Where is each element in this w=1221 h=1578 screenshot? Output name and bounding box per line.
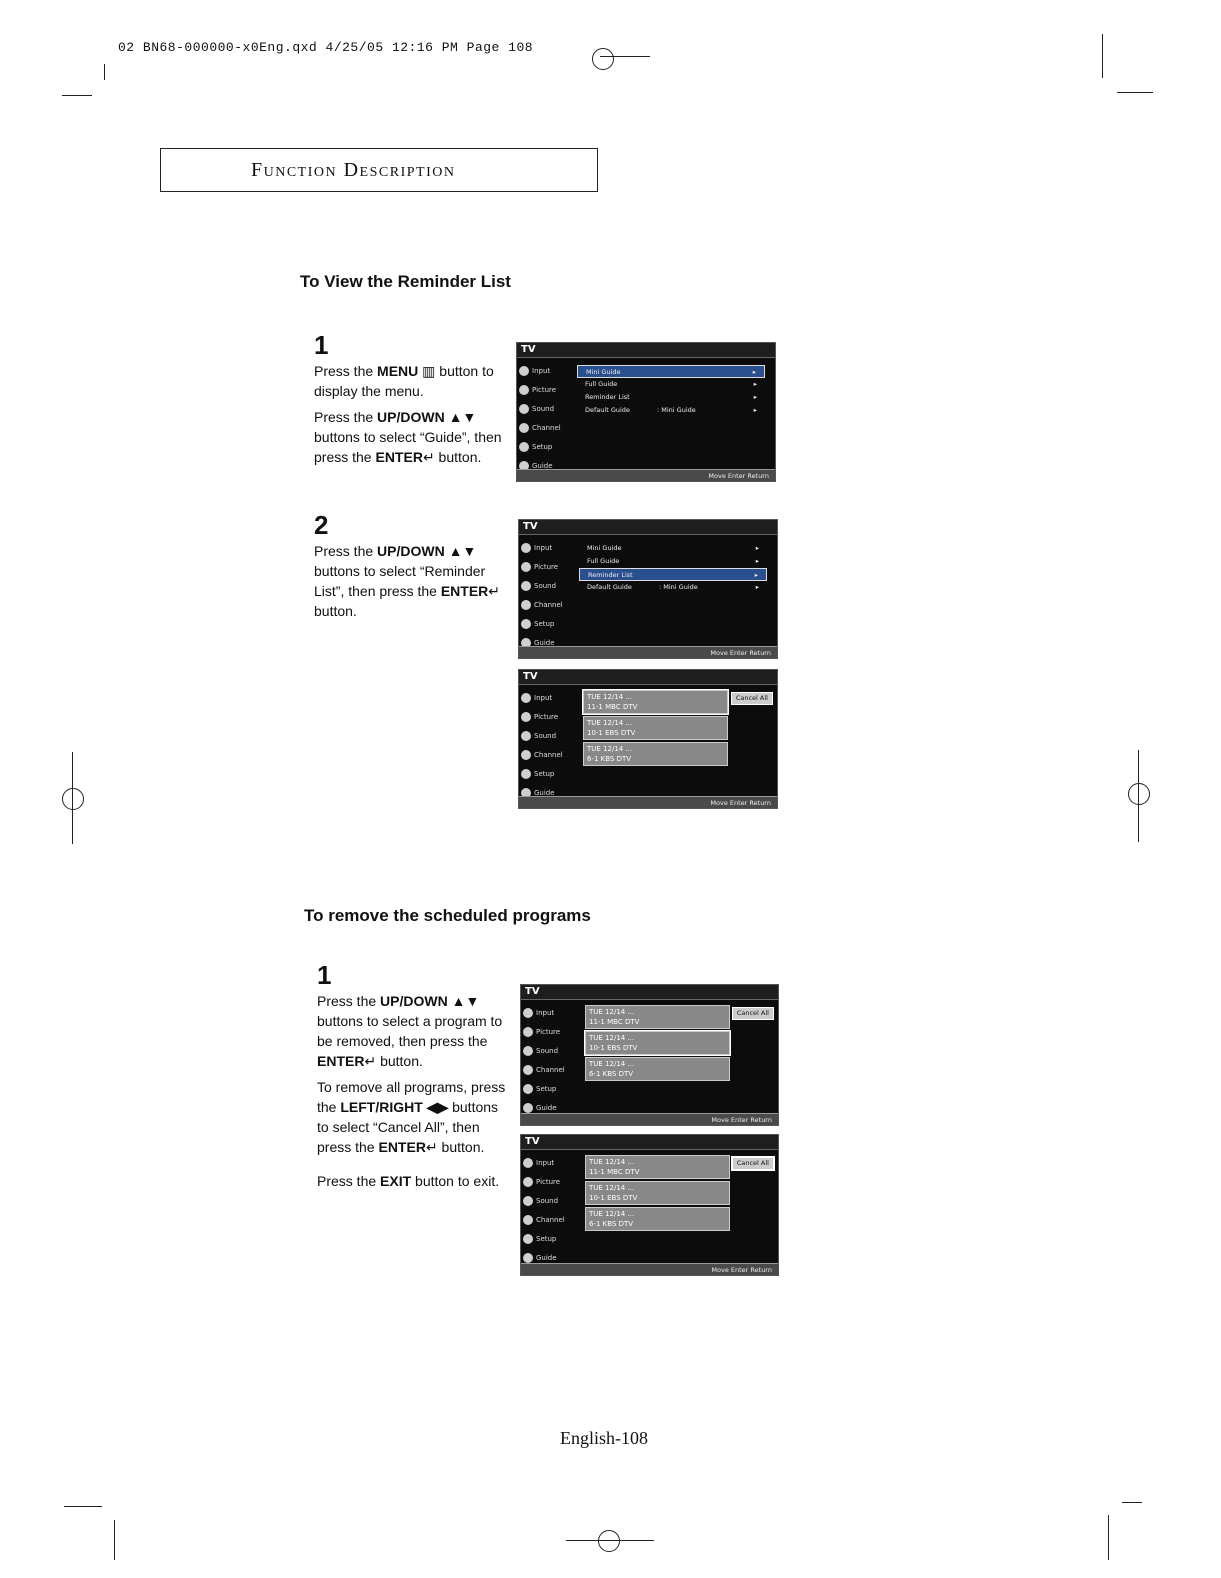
screen-top-bar <box>521 1135 778 1150</box>
sound-icon <box>519 404 529 414</box>
guide-menu <box>577 365 765 417</box>
sidebar-channel: Channel <box>519 418 573 437</box>
reminder-item: TUE 12/14 ... 10-1 EBS DTV <box>585 1031 730 1055</box>
sidebar-setup: Setup <box>521 764 575 783</box>
tv-screen-guide-menu-reminder <box>518 519 778 659</box>
sidebar-setup: Setup <box>523 1079 577 1098</box>
channel-icon <box>523 1215 533 1225</box>
arrow-right-icon: ▸ <box>754 571 758 579</box>
sidebar-input: Input <box>523 1153 577 1172</box>
tv-label: TV <box>523 521 538 532</box>
setup-icon <box>519 442 529 452</box>
registration-mark <box>62 788 84 810</box>
guide-menu <box>579 542 767 594</box>
screen-bottom-bar: Move Enter Return <box>517 469 775 481</box>
setup-icon <box>521 769 531 779</box>
arrow-right-icon: ▸ <box>755 583 759 591</box>
cancel-all-button: Cancel All <box>732 1157 774 1170</box>
screen-sidebar <box>519 361 573 475</box>
enter-icon: ↵ <box>422 449 435 465</box>
cancel-all-button: Cancel All <box>731 692 773 705</box>
tv-screen-cancel-all <box>520 1134 779 1276</box>
input-icon <box>521 693 531 703</box>
sidebar-picture: Picture <box>523 1022 577 1041</box>
step-text: To remove all programs, press the LEFT/RIGHT ◀▶ buttons to select “Cancel All”, then press the ENTER↵ button. <box>317 1079 506 1155</box>
menu-item-mini-guide: Mini Guide ▸ <box>577 365 765 378</box>
sidebar-input: Input <box>523 1003 577 1022</box>
registration-mark <box>1128 783 1150 805</box>
sidebar-guide: Guide <box>523 1098 577 1117</box>
screen-top-bar <box>519 520 777 535</box>
sidebar-input: Input <box>521 538 575 557</box>
sidebar-picture: Picture <box>519 380 573 399</box>
tv-screen-reminder-list <box>518 669 778 809</box>
arrow-right-icon: ▸ <box>755 544 759 552</box>
crop-mark <box>104 64 105 80</box>
section-header-box <box>160 148 598 192</box>
menu-item-full-guide: Full Guide ▸ <box>577 378 765 391</box>
menu-item-reminder-list: Reminder List ▸ <box>579 568 767 581</box>
input-icon <box>523 1158 533 1168</box>
sidebar-picture: Picture <box>521 557 575 576</box>
tv-label: TV <box>521 344 536 355</box>
section-header-title: Function Description <box>251 159 456 181</box>
menu-item-reminder-list: Reminder List ▸ <box>577 391 765 404</box>
setup-icon <box>523 1084 533 1094</box>
reminder-item: TUE 12/14 ... 6-1 KBS DTV <box>585 1207 730 1231</box>
channel-icon <box>523 1065 533 1075</box>
screen-bottom-bar: Move Enter Return <box>519 796 777 808</box>
tv-label: TV <box>525 986 540 997</box>
reminder-item: TUE 12/14 ... 10-1 EBS DTV <box>585 1181 730 1205</box>
step-text: Press the MENU ▥ button to display the menu. <box>314 363 494 399</box>
channel-icon <box>521 600 531 610</box>
step-text: Press the UP/DOWN ▲▼ buttons to select “Reminder List”, then press the ENTER↵ button. <box>314 543 501 619</box>
cancel-all-button: Cancel All <box>732 1007 774 1020</box>
sidebar-picture: Picture <box>521 707 575 726</box>
arrow-right-icon: ▸ <box>753 393 757 401</box>
arrow-right-icon: ▸ <box>752 368 756 376</box>
sound-icon <box>523 1196 533 1206</box>
screen-sidebar <box>523 1003 577 1117</box>
menu-item-mini-guide: Mini Guide ▸ <box>579 542 767 555</box>
step-1-remove <box>317 960 512 1191</box>
sidebar-guide: Guide <box>521 633 575 652</box>
picture-icon <box>523 1177 533 1187</box>
screen-bottom-bar: Move Enter Return <box>521 1113 778 1125</box>
menu-icon: ▥ <box>418 363 436 379</box>
crop-mark <box>1122 1502 1142 1503</box>
tv-screen-guide-menu <box>516 342 776 482</box>
setup-icon <box>521 619 531 629</box>
reminder-item: TUE 12/14 ... 6-1 KBS DTV <box>585 1057 730 1081</box>
crop-mark <box>1117 92 1153 93</box>
sidebar-guide: Guide <box>521 783 575 802</box>
registration-mark <box>598 1530 620 1552</box>
tv-label: TV <box>525 1136 540 1147</box>
screen-sidebar <box>521 688 575 802</box>
sidebar-guide: Guide <box>519 456 573 475</box>
crop-mark <box>64 1506 102 1507</box>
step-2-view <box>314 510 509 621</box>
arrow-right-icon: ▸ <box>753 380 757 388</box>
menu-item-default-guide: Default Guide : Mini Guide ▸ <box>577 404 765 417</box>
reminder-list <box>585 1155 730 1233</box>
tv-screen-reminder-select <box>520 984 779 1126</box>
screen-bottom-bar: Move Enter Return <box>521 1263 778 1275</box>
picture-icon <box>519 385 529 395</box>
step-text: Press the UP/DOWN ▲▼ buttons to select “Guide”, then press the ENTER↵ button. <box>314 409 502 465</box>
sidebar-sound: Sound <box>523 1041 577 1060</box>
crop-mark <box>114 1520 115 1560</box>
arrow-right-icon: ▸ <box>755 557 759 565</box>
picture-icon <box>521 712 531 722</box>
picture-icon <box>523 1027 533 1037</box>
crop-mark <box>1102 34 1103 78</box>
screen-top-bar <box>519 670 777 685</box>
sidebar-channel: Channel <box>521 595 575 614</box>
crop-mark <box>62 95 92 96</box>
sidebar-input: Input <box>521 688 575 707</box>
sidebar-sound: Sound <box>521 576 575 595</box>
enter-icon: ↵ <box>425 1139 438 1155</box>
setup-icon <box>523 1234 533 1244</box>
registration-mark <box>592 48 614 70</box>
section-title-remove-programs: To remove the scheduled programs <box>304 906 591 925</box>
sidebar-guide: Guide <box>523 1248 577 1267</box>
sidebar-sound: Sound <box>523 1191 577 1210</box>
input-icon <box>523 1008 533 1018</box>
screen-sidebar <box>521 538 575 652</box>
enter-icon: ↵ <box>488 583 501 599</box>
input-icon <box>521 543 531 553</box>
guide-icon <box>523 1103 533 1113</box>
sidebar-channel: Channel <box>523 1060 577 1079</box>
reminder-list <box>583 690 728 768</box>
menu-item-full-guide: Full Guide ▸ <box>579 555 767 568</box>
sidebar-sound: Sound <box>519 399 573 418</box>
section-title-view-reminder: To View the Reminder List <box>300 272 511 291</box>
reminder-item: TUE 12/14 ... 11-1 MBC DTV <box>585 1155 730 1179</box>
sound-icon <box>521 581 531 591</box>
step-text: Press the UP/DOWN ▲▼ buttons to select a program to be removed, then press the ENTER↵ button. <box>317 993 503 1069</box>
channel-icon <box>519 423 529 433</box>
screen-top-bar <box>517 343 775 358</box>
step-number: 2 <box>314 510 329 540</box>
reminder-item: TUE 12/14 ... 6-1 KBS DTV <box>583 742 728 766</box>
guide-icon <box>523 1253 533 1263</box>
sound-icon <box>521 731 531 741</box>
screen-top-bar <box>521 985 778 1000</box>
sidebar-setup: Setup <box>521 614 575 633</box>
arrow-right-icon: ▸ <box>753 406 757 414</box>
picture-icon <box>521 562 531 572</box>
sidebar-setup: Setup <box>523 1229 577 1248</box>
input-icon <box>519 366 529 376</box>
step-1-view <box>314 330 509 467</box>
sidebar-channel: Channel <box>523 1210 577 1229</box>
sidebar-channel: Channel <box>521 745 575 764</box>
page-number: English-108 <box>560 1428 648 1448</box>
crop-mark <box>1108 1515 1109 1560</box>
sidebar-sound: Sound <box>521 726 575 745</box>
tv-label: TV <box>523 671 538 682</box>
reminder-item: TUE 12/14 ... 11-1 MBC DTV <box>585 1005 730 1029</box>
sidebar-picture: Picture <box>523 1172 577 1191</box>
reminder-item: TUE 12/14 ... 10-1 EBS DTV <box>583 716 728 740</box>
channel-icon <box>521 750 531 760</box>
screen-sidebar <box>523 1153 577 1267</box>
sidebar-input: Input <box>519 361 573 380</box>
reminder-item: TUE 12/14 ... 11-1 MBC DTV <box>583 690 728 714</box>
step-number: 1 <box>317 960 332 990</box>
sound-icon <box>523 1046 533 1056</box>
sidebar-setup: Setup <box>519 437 573 456</box>
printer-slug: 02 BN68-000000-x0Eng.qxd 4/25/05 12:16 PM Page 108 <box>118 40 534 55</box>
step-text: Press the EXIT button to exit. <box>317 1173 500 1189</box>
step-number: 1 <box>314 330 329 360</box>
screen-bottom-bar: Move Enter Return <box>519 646 777 658</box>
enter-icon: ↵ <box>364 1053 377 1069</box>
menu-item-default-guide: Default Guide : Mini Guide ▸ <box>579 581 767 594</box>
reminder-list <box>585 1005 730 1083</box>
